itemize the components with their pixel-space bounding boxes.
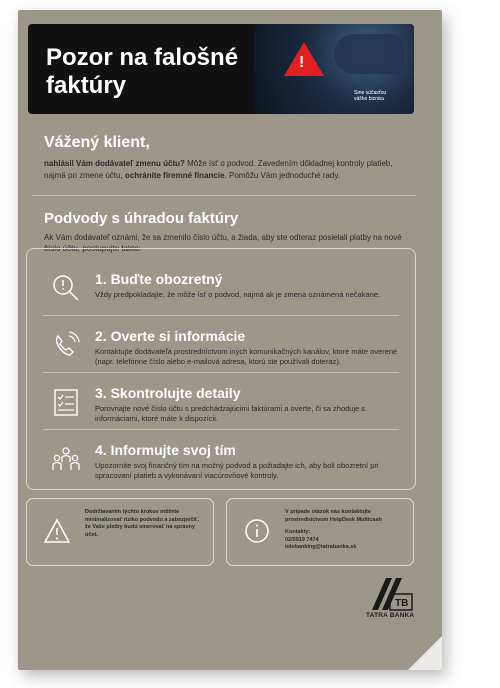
- step-4: [27, 430, 415, 487]
- warning-text: Dodržiavaním týchto krokov môžete minimalizovať riziko podvodu a zabezpečiť, že Vaše platby budú smerovať na správny účet.: [85, 509, 200, 538]
- step-text: Kontaktujte dodávateľa prostredníctvom iných komunikačných kanálov, ktoré máte overené (napr. telefónne číslo alebo e-mailová adresa, ktorú ste používali doteraz).: [95, 347, 398, 366]
- intro-bold-2: ochránite firemné financie: [124, 171, 225, 180]
- step-title: 4. Informujte svoj tím: [95, 442, 236, 458]
- info-text: [285, 509, 405, 552]
- hero-banner: [28, 24, 414, 114]
- step-title: 1. Buďte obozretný: [95, 271, 223, 287]
- step-title: 3. Skontrolujte detaily: [95, 385, 241, 401]
- team-icon: [49, 442, 83, 476]
- step-1: [27, 259, 415, 316]
- section-title: Podvody s úhradou faktúry: [44, 210, 239, 227]
- checklist-icon: [49, 385, 83, 419]
- info-contact-label: Kontakty:: [285, 529, 311, 535]
- hand-shape: [334, 34, 404, 74]
- step-title: 2. Overte si informácie: [95, 328, 246, 344]
- info-box: [226, 498, 414, 566]
- info-icon: [243, 517, 271, 545]
- phone-icon: [49, 328, 83, 362]
- page-curl: [408, 636, 442, 670]
- intro-bold-1: nahlásil Vám dodávateľ zmenu účtu?: [44, 159, 185, 168]
- warning-icon: [43, 517, 71, 545]
- hero-tagline: Sme súčasťou vášho biznisu: [354, 90, 387, 102]
- steps-panel: [26, 248, 416, 490]
- warning-box: [26, 498, 214, 566]
- step-text: Porovnajte nové číslo účtu s predchádzajúcimi faktúrami a overte, či sa zhoduje s informáciami, ktoré máte k dispozícii.: [95, 404, 366, 423]
- info-question: V prípade otázok nás kontaktujte prostredníctvom HelpDesk Multicash: [285, 509, 382, 523]
- step-text: Upozornite svoj finančný tím na možný podvod a požiadajte ich, aby boli obozretní pri spracovaní platieb a vykonávaní viacúrovňové kontroly.: [95, 461, 379, 480]
- alert-exclamation: !: [299, 54, 305, 71]
- intro-text-2: . Pomôžu Vám jednoduché rady.: [224, 171, 341, 180]
- greeting-heading: Vážený klient,: [44, 134, 150, 151]
- intro-paragraph: [44, 158, 404, 182]
- hero-photo: [254, 24, 414, 114]
- info-phone[interactable]: 02/5919 7474: [285, 536, 319, 543]
- tatra-banka-logo: [370, 576, 414, 616]
- section-description: Ak Vám dodávateľ oznámi, že sa zmenilo číslo účtu, a žiada, aby ste odteraz posielali platby na nové číslo účtu, postupujte takto:: [44, 233, 402, 253]
- intro-text-1: Môže ísť o podvod. Zavedením dôkladnej kontroly platieb, najmä pri zmene účtu,: [44, 159, 393, 180]
- logo-letters: TB: [395, 598, 409, 609]
- step-text: Vždy predpokladajte, že môže ísť o podvod, najmä ak je zmena oznámená nečakane.: [95, 290, 381, 299]
- section-divider: [32, 195, 416, 196]
- magnifier-icon: [49, 271, 83, 305]
- info-email[interactable]: telebanking@tatrabanka.sk: [285, 544, 357, 550]
- brand-name: TATRA BANKA: [366, 612, 415, 619]
- step-2: [27, 316, 415, 373]
- hero-title: Pozor na falošné faktúry: [46, 44, 239, 99]
- step-3: [27, 373, 415, 430]
- poster-sheet: [18, 10, 442, 670]
